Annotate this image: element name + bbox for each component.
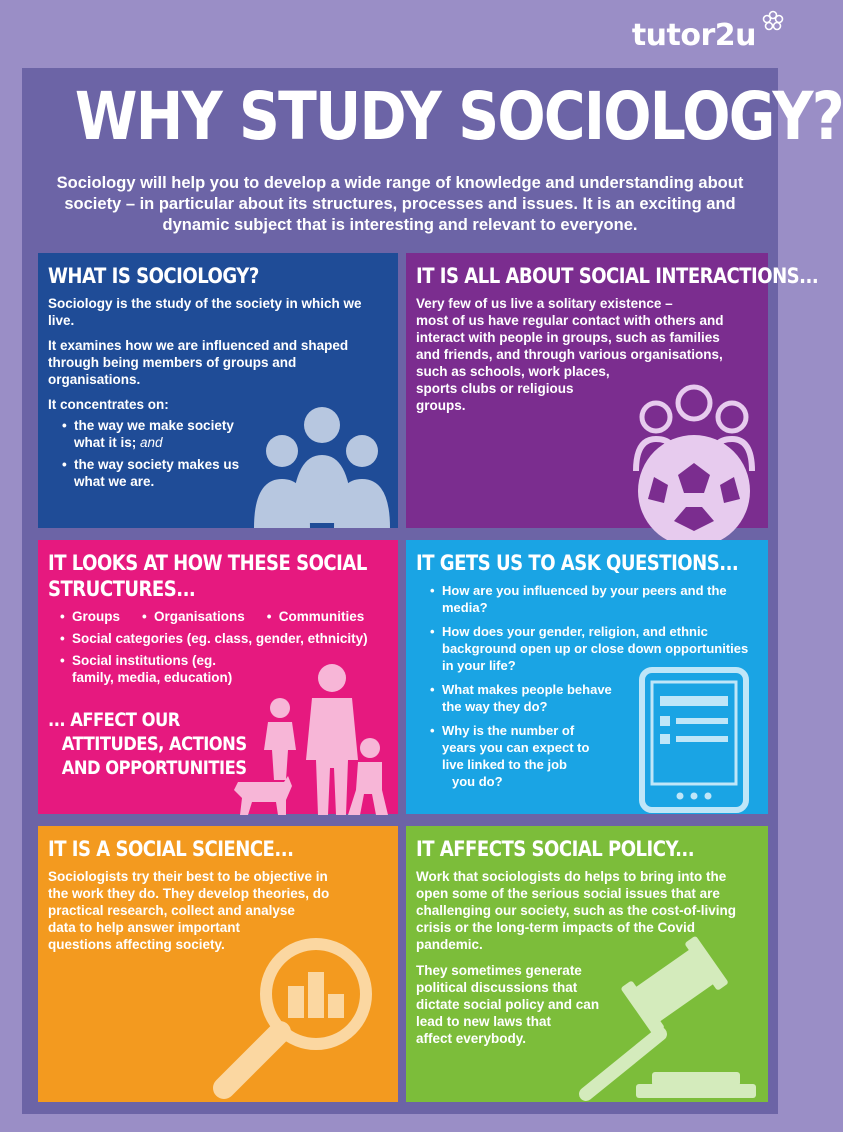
panel-social-policy (406, 826, 768, 1102)
panel-heading: WHAT IS SOCIOLOGY? (48, 264, 259, 288)
tablet-icon (638, 666, 750, 814)
magnifier-chart-icon (188, 932, 388, 1102)
list-item: • the way we make society what it is; and (60, 417, 260, 451)
panel-text: data to help answer important (48, 920, 241, 935)
panel-social-structures (38, 540, 398, 814)
panel-text: Work that sociologists do helps to bring into the open some of the serious social issues that are challenging our society, such as the cost-of-living crisis or the long-term impacts of the Covid pandemic. (416, 869, 737, 952)
panel-social-science (38, 826, 398, 1102)
focus-list (60, 417, 260, 490)
page-title: WHY STUDY SOCIOLOGY? (74, 78, 843, 155)
list-item: • Social categories (eg. class, gender, ethnicity) (58, 630, 398, 647)
brand-logo[interactable]: tutor2u (631, 18, 756, 53)
intro-text: Sociology will help you to develop a wide range of knowledge and understanding about society – in particular about its structures, processes and issues. It is an exciting and dynamic subject that is interesting and relevant to everyone. (56, 174, 744, 234)
panel-text: practical research, collect and analyse (48, 903, 295, 918)
panel-text: and friends, and through various organisations, (416, 347, 723, 362)
panel-heading: STRUCTURES... (48, 577, 196, 601)
panel-text: They sometimes generate political discussions that dictate social policy and can lead to new laws that affect everybody. (416, 963, 600, 1046)
panel-text: groups. (416, 398, 466, 413)
list-item: • Social institutions (eg. family, media, education) (58, 652, 248, 686)
affect-callout: ... AFFECT OUR ATTITUDES, ACTIONS AND OPPORTUNITIES (48, 709, 247, 779)
list-item: • How are you influenced by your peers and the media? (428, 582, 728, 616)
panel-text: most of us have regular contact with others and (416, 313, 724, 328)
list-item: • How does your gender, religion, and ethnic background open up or close down opportunities in your life? (428, 623, 758, 674)
list-item: • Groups • Organisations • Communities (58, 608, 398, 625)
list-item: • Why is the number of years you can expect to live linked to the job you do? (428, 722, 758, 790)
panel-text: such as schools, work places, (416, 364, 610, 379)
panel-heading: IT GETS US TO ASK QUESTIONS... (416, 551, 739, 575)
panel-heading: IT IS ALL ABOUT SOCIAL INTERACTIONS... (416, 264, 819, 288)
panel-text: Very few of us live a solitary existence – (416, 296, 673, 311)
gavel-icon (556, 938, 766, 1102)
football-group-icon (624, 381, 764, 531)
panel-ask-questions (406, 540, 768, 814)
panel-heading: IT IS A SOCIAL SCIENCE... (48, 837, 294, 861)
list-item: • What makes people behave the way they do? (428, 681, 758, 715)
panel-text: Sociology is the study of the society in which we live. (48, 296, 362, 328)
panel-what-is-sociology (38, 253, 398, 528)
family-icon (232, 650, 392, 815)
panel-text: Sociologists try their best to be objective in (48, 869, 328, 884)
panel-text: It examines how we are influenced and shaped through being members of groups and organisations. (48, 338, 349, 387)
panel-heading: IT AFFECTS SOCIAL POLICY... (416, 837, 695, 861)
panel-text: the work they do. They develop theories, do (48, 886, 330, 901)
panel-text: sports clubs or religious (416, 381, 574, 396)
panel-text: questions affecting society. (48, 937, 225, 952)
panel-text: interact with people in groups, such as families (416, 330, 720, 345)
panel-social-interactions (406, 253, 819, 528)
flower-logo-icon (762, 10, 784, 32)
list-item: • the way society makes us what we are. (60, 456, 260, 490)
people-group-icon (252, 393, 392, 528)
panel-heading: IT LOOKS AT HOW THESE SOCIAL (48, 551, 367, 575)
panel-text: It concentrates on: (48, 397, 169, 412)
